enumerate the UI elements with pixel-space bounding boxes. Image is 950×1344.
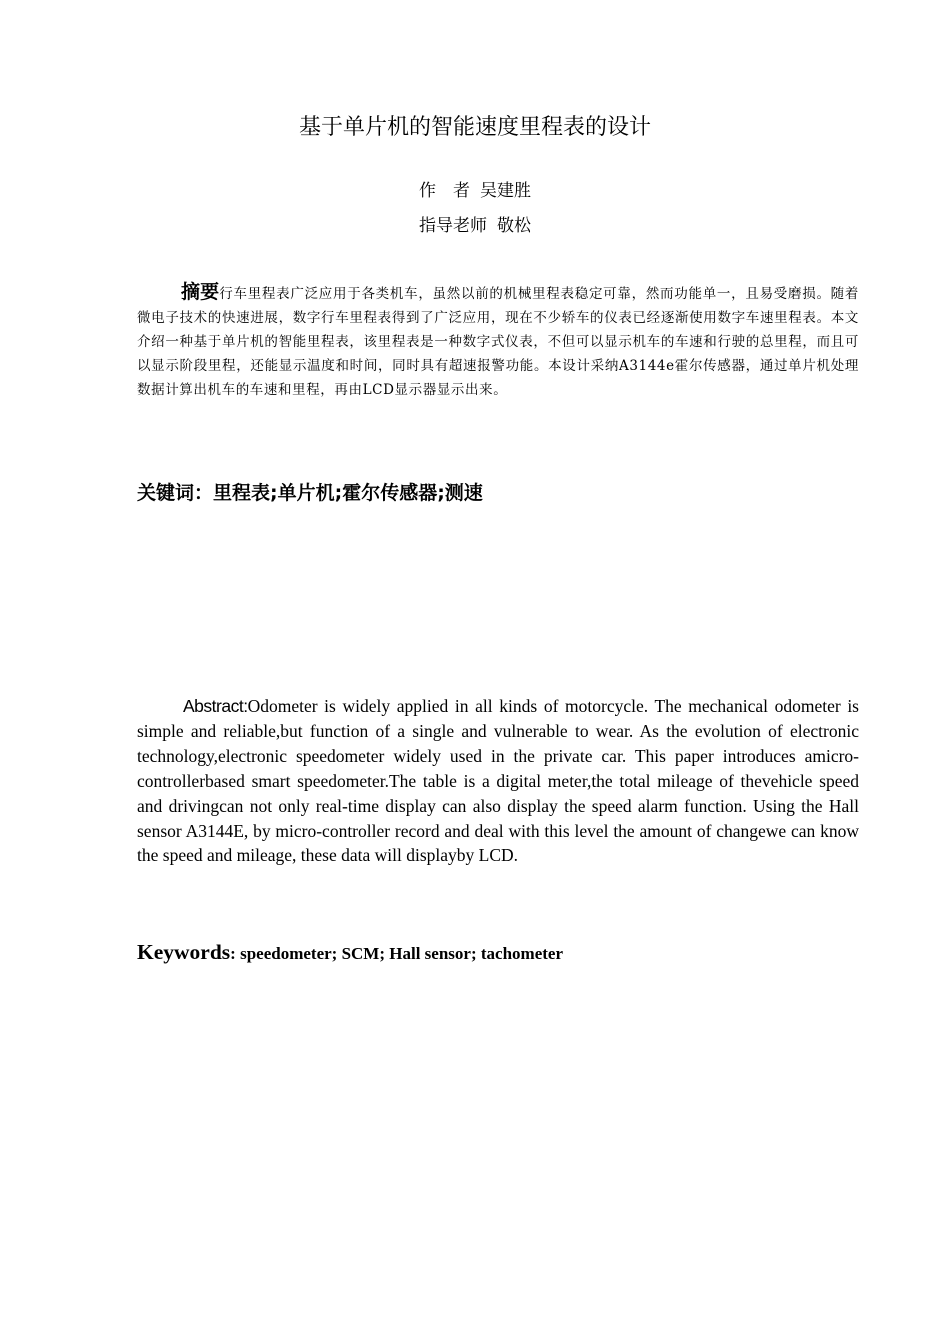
paper-title: 基于单片机的智能速度里程表的设计	[298, 115, 651, 140]
chinese-abstract	[137, 280, 859, 402]
chinese-keywords: 关键词：里程表;单片机;霍尔传感器;测速	[137, 482, 483, 504]
english-abstract	[137, 694, 859, 868]
english-keywords-label: Keywords	[137, 940, 231, 964]
author-name: 吴建胜	[480, 181, 531, 201]
advisor-label: 指导老师	[419, 216, 487, 236]
author-label: 作 者	[419, 181, 470, 201]
chinese-abstract-text: 行车里程表广泛应用于各类机车，虽然以前的机械里程表稳定可靠，然而功能单一，且易受磨损。随着微电子技术的快速进展，数字行车里程表得到了广泛应用，现在不少轿车的仪表已经逐渐使用数字车速里程表。本文介绍一种基于单片机的智能里程表，该里程表是一种数字式仪表，不但可以显示机车的车速和行驶的总里程，而且可以显示阶段里程，还能显示温度和时间，同时具有超速报警功能。本设计采纳A3144e霍尔传感器，通过单片机处理数据计算出机车的车速和里程，再由LCD显示器显示出来。	[137, 286, 859, 398]
chinese-abstract-label: 摘要	[181, 281, 220, 303]
author-line	[0, 176, 950, 201]
advisor-name: 敬松	[497, 216, 531, 236]
english-keywords-terms: speedometer; SCM; Hall sensor; tachometer	[240, 944, 563, 963]
advisor-line	[0, 211, 950, 236]
english-abstract-label: Abstract:	[183, 696, 248, 716]
english-keywords-separator: :	[230, 944, 241, 963]
english-abstract-text: Odometer is widely applied in all kinds of motorcycle. The mechanical odometer is simple and reliable,but function of a single and vulnerable to wear. As the evolution of electronic technology,electronic speedometer widely used in the private car. This paper introduces amicro-controllerbased smart speedometer.The table is a digital meter,the total mileage of thevehicle speed and drivingcan not only real-time display can also display the speed alarm function. Using the Hall sensor A3144E, by micro-controller record and deal with this level the amount of changewe can know the speed and mileage, these data will displayby LCD.	[137, 696, 859, 866]
english-keywords	[137, 940, 563, 965]
